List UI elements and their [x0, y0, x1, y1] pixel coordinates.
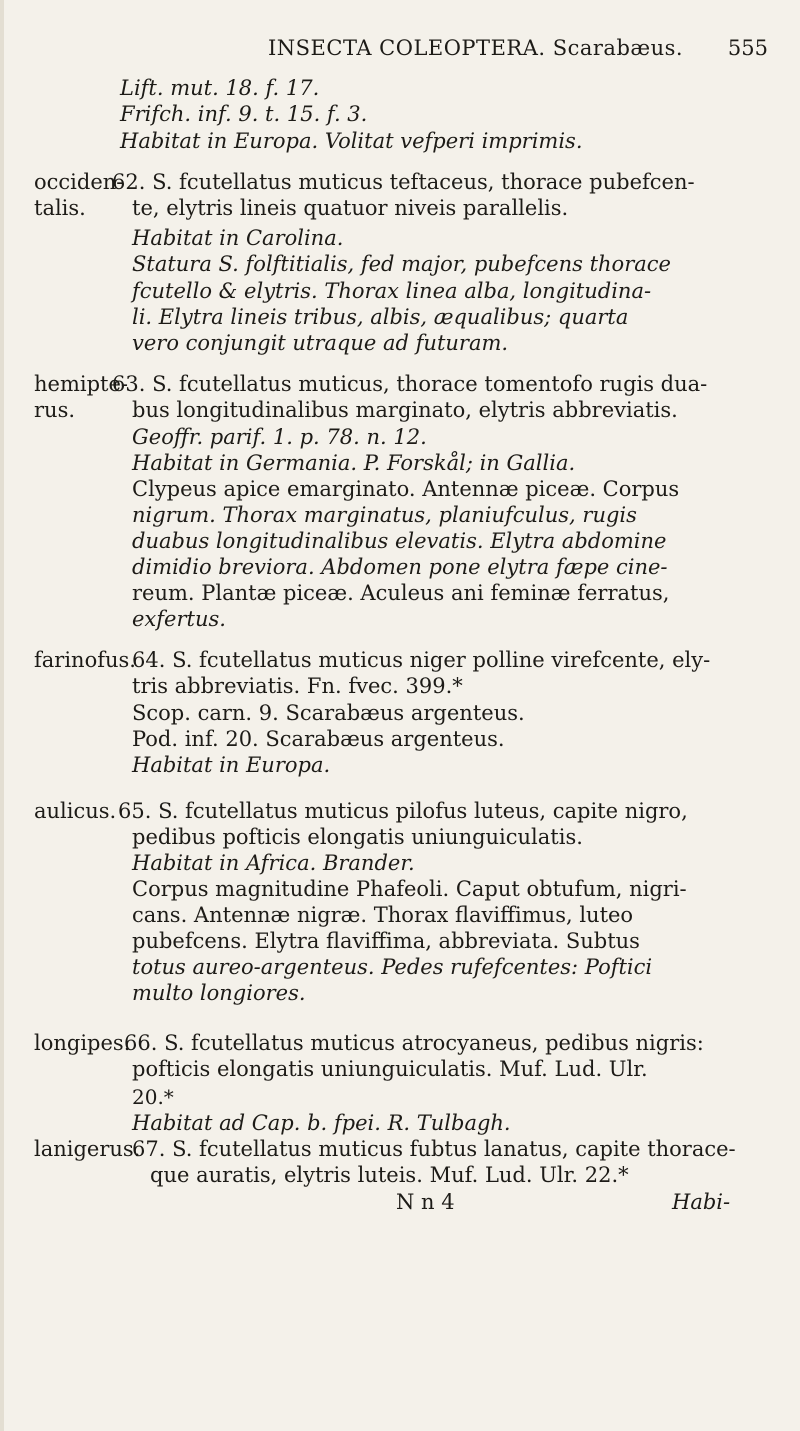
running-header [268, 36, 768, 60]
description-line: fcutello & elytris. Thorax linea alba, longitudina- [132, 279, 652, 303]
signature-mark: N n 4 [396, 1190, 455, 1214]
catchword: Habi- [672, 1190, 731, 1214]
species-margin-name: lanigerus. [34, 1137, 141, 1161]
diagnosis-line: te, elytris lineis quatuor niveis parallelis. [132, 196, 569, 220]
reference-line: Frifch. inf. 9. t. 15. f. 3. [120, 102, 368, 126]
reference-line: 20.* [132, 1085, 174, 1109]
habitat-line: Habitat in Europa. [132, 753, 331, 777]
reference-line: Geoffr. parif. 1. p. 78. n. 12. [132, 425, 427, 449]
diagnosis-line: bus longitudinalibus marginato, elytris abbreviatis. [132, 398, 678, 422]
description-line: pubefcens. Elytra flaviffima, abbreviata. Subtus [132, 929, 640, 953]
diagnosis-line: pedibus pofticis elongatis uniunguiculatis. [132, 825, 583, 849]
description-line: multo longiores. [132, 981, 306, 1005]
description-line: vero conjungit utraque ad futuram. [132, 331, 509, 355]
diagnosis-line: que auratis, elytris luteis. Muf. Lud. Ulr. 22.* [150, 1163, 629, 1187]
description-line: Corpus magnitudine Phafeoli. Caput obtufum, nigri- [132, 877, 687, 901]
description-line: Statura S. folftitialis, fed major, pubefcens thorace [132, 252, 671, 276]
reference-line: Scop. carn. 9. Scarabæus argenteus. [132, 701, 525, 725]
species-margin-name: rus. [34, 398, 76, 422]
description-line: reum. Plantæ piceæ. Aculeus ani feminæ ferratus, [132, 581, 670, 605]
species-margin-name: farinofus. [34, 648, 136, 672]
species-margin-name: aulicus. [34, 799, 117, 823]
description-line: nigrum. Thorax marginatus, planiufculus, rugis [132, 503, 637, 527]
habitat-line: Habitat in Carolina. [132, 226, 344, 250]
habitat-line: Habitat in Africa. Brander. [132, 851, 415, 875]
reference-line: Pod. inf. 20. Scarabæus argenteus. [132, 727, 505, 751]
species-margin-name: longipes. [34, 1031, 131, 1055]
diagnosis-line: pofticis elongatis uniunguiculatis. Muf. Lud. Ulr. [132, 1057, 648, 1081]
description-line: totus aureo-argenteus. Pedes rufefcentes: Poftici [132, 955, 653, 979]
habitat-line: Habitat in Europa. Volitat vefperi imprimis. [120, 129, 583, 153]
page-edge [0, 0, 4, 1431]
diagnosis-line: tris abbreviatis. Fn. fvec. 399.* [132, 674, 463, 698]
diagnosis-line: 62. S. fcutellatus muticus teftaceus, thorace pubefcen- [112, 170, 695, 194]
habitat-line: Habitat ad Cap. b. fpei. R. Tulbagh. [132, 1111, 511, 1135]
reference-line: Lift. mut. 18. f. 17. [120, 76, 320, 100]
description-line: exfertus. [132, 607, 226, 631]
running-title: INSECTA COLEOPTERA. Scarabæus. [268, 36, 684, 60]
description-line: dimidio breviora. Abdomen pone elytra fæpe cine- [132, 555, 668, 579]
diagnosis-line: 67. S. fcutellatus muticus fubtus lanatus, capite thorace- [132, 1137, 736, 1161]
description-line: duabus longitudinalibus elevatis. Elytra abdomine [132, 529, 667, 553]
page-number: 555 [727, 36, 768, 60]
habitat-line: Habitat in Germania. P. Forskål; in Gallia. [132, 451, 576, 475]
species-margin-name: talis. [34, 196, 86, 220]
description-line: li. Elytra lineis tribus, albis, æqualibus; quarta [132, 305, 629, 329]
description-line: Clypeus apice emarginato. Antennæ piceæ. Corpus [132, 477, 680, 501]
species-margin-name: hemipte- [34, 372, 128, 396]
diagnosis-line: 65. S. fcutellatus muticus pilofus luteus, capite nigro, [118, 799, 688, 823]
diagnosis-line: 63. S. fcutellatus muticus, thorace tomentofo rugis dua- [112, 372, 708, 396]
diagnosis-line: 64. S. fcutellatus muticus niger polline virefcente, ely- [132, 648, 711, 672]
description-line: cans. Antennæ nigræ. Thorax flaviffimus, luteo [132, 903, 634, 927]
species-margin-name: occiden- [34, 170, 124, 194]
diagnosis-line: 66. S. fcutellatus muticus atrocyaneus, pedibus nigris: [124, 1031, 704, 1055]
